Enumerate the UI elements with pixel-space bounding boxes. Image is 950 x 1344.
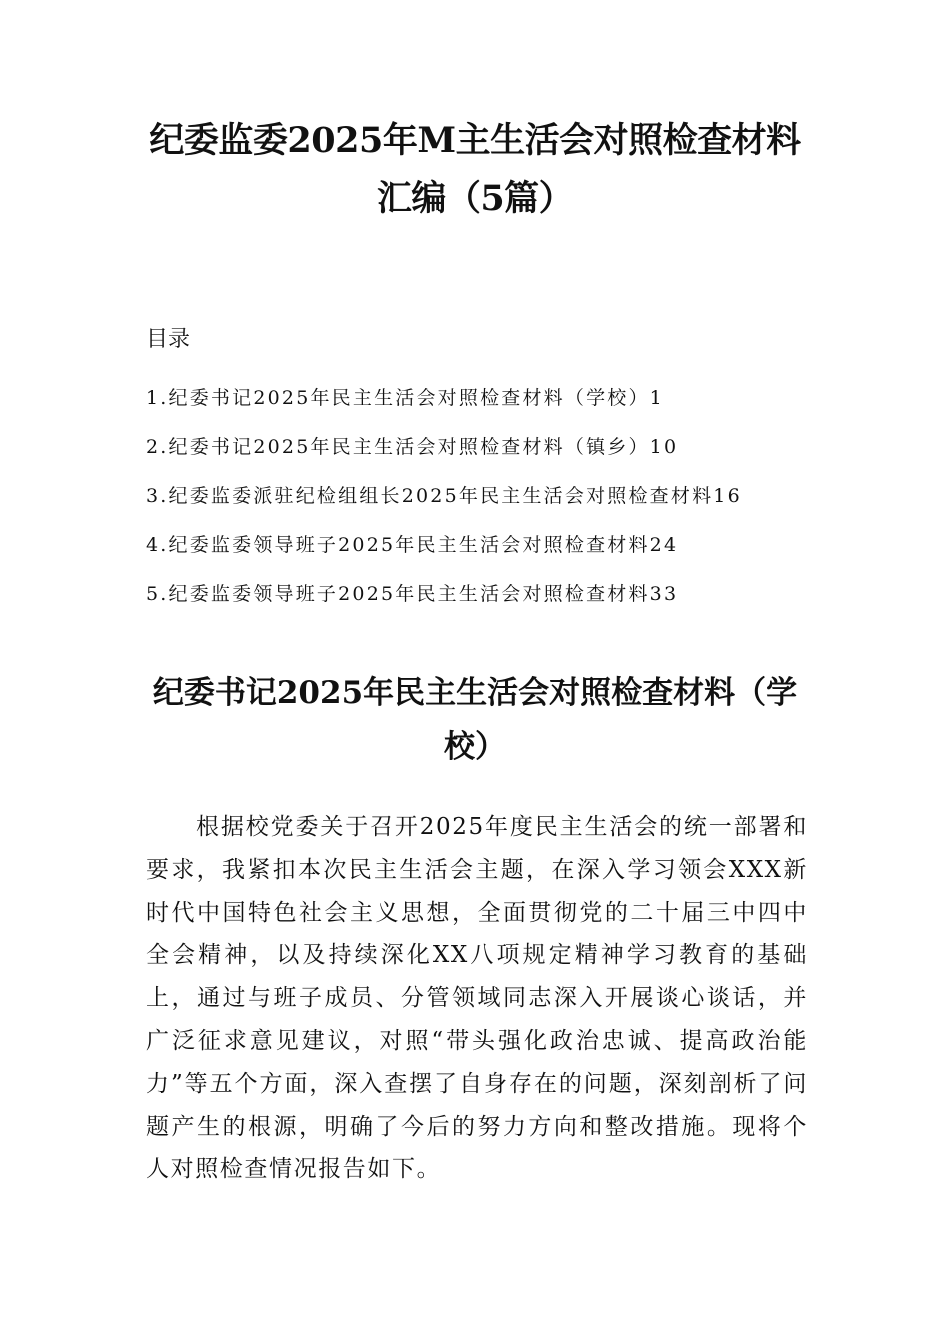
body-paragraph: 根据校党委关于召开2025年度民主生活会的统一部署和要求，我紧扣本次民主生活会主题，在深入学习领会XXX新时代中国特色社会主义思想，全面贯彻党的二十届三中四中全会精神，以及持续深化XX八项规定精神学习教育的基础上，通过与班子成员、分管领域同志深入开展谈心谈话，并广泛征求意见建议，对照“带头强化政治忠诚、提高政治能力”等五个方面，深入查摆了自身存在的问题，深刻剖析了问题产生的根源，明确了今后的努力方向和整改措施。现将个人对照检查情况报告如下。	[146, 814, 808, 1183]
toc-item: 2.纪委书记2025年民主生活会对照检查材料（镇乡）10	[146, 436, 679, 458]
section-title	[120, 666, 830, 774]
document-title-line-2: 汇编（5篇）	[376, 178, 574, 219]
table-of-contents	[146, 374, 826, 619]
document-title-line-1: 纪委监委2025年M主生活会对照检查材料	[149, 120, 801, 161]
toc-item: 4.纪委监委领导班子2025年民主生活会对照检查材料24	[146, 534, 679, 556]
toc-item: 3.纪委监委派驻纪检组组长2025年民主生活会对照检查材料16	[146, 485, 742, 507]
toc-item: 5.纪委监委领导班子2025年民主生活会对照检查材料33	[146, 583, 679, 605]
section-title-line-2: 校）	[444, 729, 506, 765]
toc-heading: 目录	[146, 327, 191, 352]
toc-item: 1.纪委书记2025年民主生活会对照检查材料（学校）1	[146, 387, 664, 409]
section-title-line-1: 纪委书记2025年民主生活会对照检查材料（学	[152, 675, 798, 711]
document-title	[120, 112, 830, 228]
